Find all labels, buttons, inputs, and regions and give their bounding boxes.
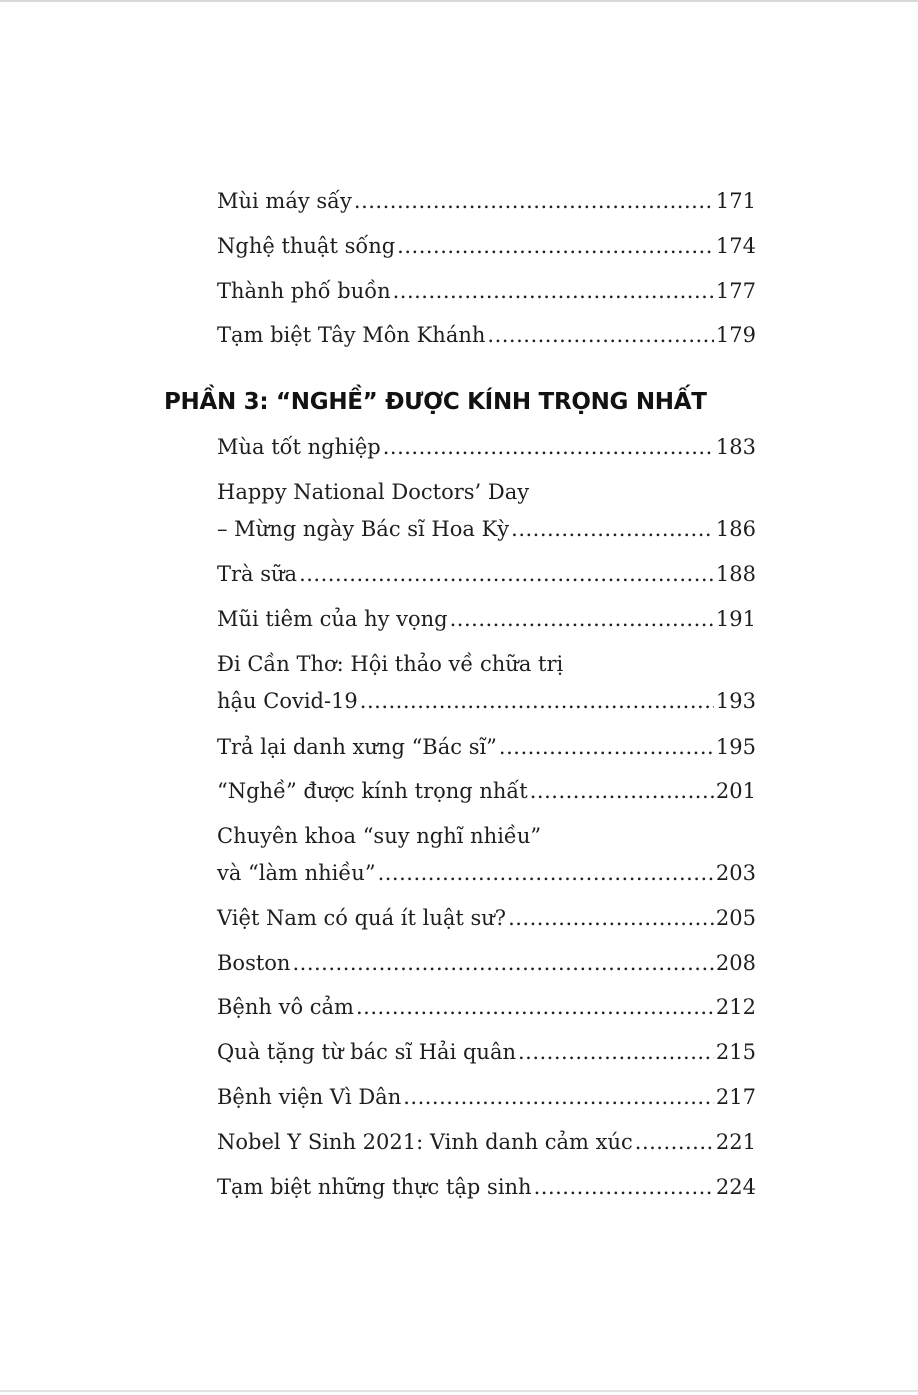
dot-leader xyxy=(530,773,714,810)
toc-entry-title: hậu Covid-19 xyxy=(217,689,358,713)
toc-entry-page: 171 xyxy=(715,189,756,213)
dot-leader xyxy=(393,273,714,310)
toc-entry-page: 177 xyxy=(715,279,756,303)
toc-entry-title-line1: Happy National Doctors’ Day xyxy=(217,480,530,504)
dot-leader xyxy=(635,1124,714,1161)
toc-entry-title: Bệnh viện Vì Dân xyxy=(217,1085,402,1109)
section-heading: PHẦN 3: “NGHỀ” ĐƯỢC KÍNH TRỌNG NHẤT xyxy=(164,389,707,415)
dot-leader xyxy=(508,900,714,937)
toc-entry-title: Mũi tiêm của hy vọng xyxy=(217,607,448,631)
toc-entry-title: Mùa tốt nghiệp xyxy=(217,435,381,459)
toc-entry-title: và “làm nhiều” xyxy=(217,861,376,885)
toc-entry-page: 212 xyxy=(715,995,756,1019)
dot-leader xyxy=(360,683,714,720)
dot-leader xyxy=(511,511,714,548)
toc-line xyxy=(217,945,756,982)
dot-leader xyxy=(450,601,714,638)
toc-line xyxy=(217,900,756,937)
toc-line xyxy=(217,429,756,466)
dot-leader xyxy=(487,317,714,354)
dot-leader xyxy=(356,989,714,1026)
toc-line xyxy=(217,729,756,766)
dot-leader xyxy=(299,556,714,593)
toc-entry-title: Tạm biệt Tây Môn Khánh xyxy=(217,323,486,347)
toc-entry-page: 221 xyxy=(715,1130,756,1154)
toc-line xyxy=(217,773,756,810)
toc-line xyxy=(217,556,756,593)
toc-entry-page: 217 xyxy=(715,1085,756,1109)
toc-entry-page: 215 xyxy=(715,1040,756,1064)
toc-entry-page: 201 xyxy=(715,779,756,803)
toc-line xyxy=(217,1169,756,1206)
toc-entry-title: Quà tặng từ bác sĩ Hải quân xyxy=(217,1040,516,1064)
toc-entry-page: 186 xyxy=(715,517,756,541)
toc-entry[interactable] xyxy=(217,1169,756,1206)
toc-entry-title-line1: Chuyên khoa “suy nghĩ nhiều” xyxy=(217,824,542,848)
toc-line xyxy=(217,855,756,892)
dot-leader xyxy=(397,228,714,265)
toc-entry[interactable] xyxy=(217,228,756,265)
toc-entry[interactable] xyxy=(217,183,756,220)
toc-line xyxy=(217,601,756,638)
toc-entry[interactable] xyxy=(217,429,756,466)
toc-line xyxy=(217,1034,756,1071)
toc-entry-title: Việt Nam có quá ít luật sư? xyxy=(217,906,507,930)
toc-entry[interactable] xyxy=(217,773,756,810)
toc-entry[interactable] xyxy=(217,945,756,982)
toc-line xyxy=(217,1124,756,1161)
dot-leader xyxy=(499,729,714,766)
toc-entry-page: 188 xyxy=(715,562,756,586)
toc-entry[interactable] xyxy=(217,818,756,892)
toc-entry-page: 224 xyxy=(715,1175,756,1199)
dot-leader xyxy=(383,429,714,466)
toc-entry-page: 193 xyxy=(715,689,756,713)
page-bottom-edge xyxy=(0,1390,918,1392)
toc-entry[interactable] xyxy=(217,729,756,766)
toc-line xyxy=(217,989,756,1026)
toc-entry[interactable] xyxy=(217,556,756,593)
toc-line xyxy=(217,317,756,354)
toc-entry-title: Thành phố buồn xyxy=(217,279,391,303)
toc-entry-page: 195 xyxy=(715,735,756,759)
dot-leader xyxy=(403,1079,714,1116)
toc-line xyxy=(217,511,756,548)
dot-leader xyxy=(292,945,713,982)
toc-entry-title: – Mừng ngày Bác sĩ Hoa Kỳ xyxy=(217,517,510,541)
toc-entry-title: Nghệ thuật sống xyxy=(217,234,396,258)
toc-entry-title: Boston xyxy=(217,951,291,975)
dot-leader xyxy=(354,183,714,220)
toc-entry-title: “Nghề” được kính trọng nhất xyxy=(217,779,528,803)
toc-line xyxy=(217,183,756,220)
toc-entry[interactable] xyxy=(217,601,756,638)
toc-entry-page: 179 xyxy=(715,323,756,347)
toc-entry-title: Tạm biệt những thực tập sinh xyxy=(217,1175,532,1199)
toc-entry[interactable] xyxy=(217,474,756,548)
toc-entry-title: Trà sữa xyxy=(217,562,298,586)
toc-entry[interactable] xyxy=(217,1034,756,1071)
toc-entry[interactable] xyxy=(217,317,756,354)
toc-line xyxy=(217,683,756,720)
toc-entry-title-line1: Đi Cần Thơ: Hội thảo về chữa trị xyxy=(217,652,564,676)
page-top-edge xyxy=(0,0,918,2)
dot-leader xyxy=(518,1034,714,1071)
toc-entry[interactable] xyxy=(217,900,756,937)
toc-entry-title: Mùi máy sấy xyxy=(217,189,352,213)
toc-entry[interactable] xyxy=(217,273,756,310)
toc-entry[interactable] xyxy=(217,1079,756,1116)
toc-entry[interactable] xyxy=(217,646,756,720)
toc-entry-title: Nobel Y Sinh 2021: Vinh danh cảm xúc xyxy=(217,1130,633,1154)
toc-entry-page: 203 xyxy=(715,861,756,885)
toc-line xyxy=(217,273,756,310)
toc-entry[interactable] xyxy=(217,1124,756,1161)
toc-entry-title: Trả lại danh xưng “Bác sĩ” xyxy=(217,735,497,759)
toc-entry-page: 174 xyxy=(715,234,756,258)
toc-entry[interactable] xyxy=(217,989,756,1026)
toc-line xyxy=(217,1079,756,1116)
toc-entry-page: 191 xyxy=(715,607,756,631)
toc-entry-page: 183 xyxy=(715,435,756,459)
dot-leader xyxy=(534,1169,714,1206)
toc-line xyxy=(217,228,756,265)
toc-entry-page: 208 xyxy=(715,951,756,975)
toc-entry-page: 205 xyxy=(715,906,756,930)
dot-leader xyxy=(378,855,714,892)
toc-entry-title: Bệnh vô cảm xyxy=(217,995,354,1019)
